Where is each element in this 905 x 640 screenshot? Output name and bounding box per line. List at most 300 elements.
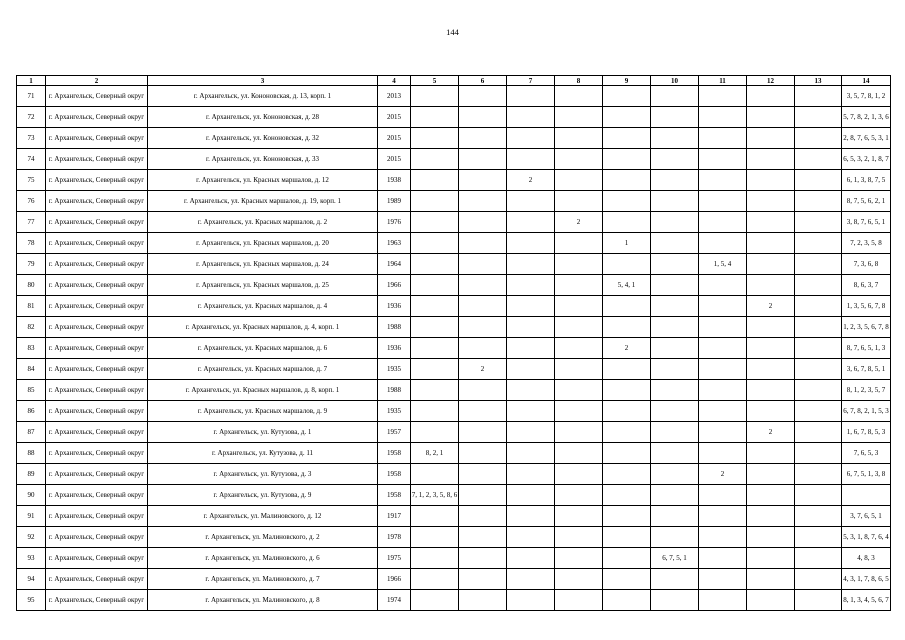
table-cell: г. Архангельск, Северный округ (46, 401, 148, 422)
table-cell: 1936 (378, 296, 411, 317)
table-cell: 92 (17, 527, 46, 548)
table-cell (651, 464, 699, 485)
column-header: 12 (747, 76, 795, 86)
table-cell (555, 401, 603, 422)
table-cell: 78 (17, 233, 46, 254)
table-cell (459, 149, 507, 170)
table-cell (603, 359, 651, 380)
table-cell: 1966 (378, 569, 411, 590)
table-cell: 1974 (378, 590, 411, 611)
table-cell: 85 (17, 380, 46, 401)
table-cell (651, 485, 699, 506)
table-cell: 8, 6, 3, 7 (842, 275, 891, 296)
table-cell: 2015 (378, 128, 411, 149)
table-row (17, 590, 891, 611)
table-row (17, 254, 891, 275)
table-cell (507, 212, 555, 233)
column-header: 4 (378, 76, 411, 86)
table-cell: 79 (17, 254, 46, 275)
table-cell (555, 569, 603, 590)
table-cell (699, 506, 747, 527)
table-cell (651, 107, 699, 128)
table-cell (795, 422, 842, 443)
table-cell (747, 128, 795, 149)
table-cell: 1938 (378, 170, 411, 191)
table-cell: 5, 4, 1 (603, 275, 651, 296)
table-cell: 2015 (378, 107, 411, 128)
table-cell: 1966 (378, 275, 411, 296)
table-cell: г. Архангельск, Северный округ (46, 86, 148, 107)
table-cell (651, 296, 699, 317)
table-cell: 1975 (378, 548, 411, 569)
table-cell (507, 86, 555, 107)
table-cell (699, 380, 747, 401)
table-cell: г. Архангельск, Северный округ (46, 233, 148, 254)
table-cell (699, 527, 747, 548)
table-cell (459, 86, 507, 107)
table-cell (507, 359, 555, 380)
table-cell: 2 (603, 338, 651, 359)
table-row (17, 86, 891, 107)
table-row (17, 191, 891, 212)
table-row (17, 548, 891, 569)
table-cell (459, 548, 507, 569)
table-row (17, 149, 891, 170)
table-cell: 1957 (378, 422, 411, 443)
table-cell (411, 548, 459, 569)
table-cell: г. Архангельск, ул. Кутузова, д. 3 (148, 464, 378, 485)
table-row (17, 233, 891, 254)
table-cell (555, 296, 603, 317)
table-cell (651, 359, 699, 380)
table-cell: г. Архангельск, ул. Малиновского, д. 12 (148, 506, 378, 527)
table-cell: 1988 (378, 317, 411, 338)
table-cell (459, 569, 507, 590)
data-table (16, 75, 891, 611)
table-cell: 71 (17, 86, 46, 107)
column-header: 1 (17, 76, 46, 86)
table-cell (411, 464, 459, 485)
table-cell (459, 107, 507, 128)
table-cell (747, 233, 795, 254)
table-cell: 6, 5, 3, 2, 1, 8, 7 (842, 149, 891, 170)
table-cell (507, 422, 555, 443)
table-cell (795, 86, 842, 107)
table-cell (699, 128, 747, 149)
table-cell (651, 170, 699, 191)
table-cell (651, 338, 699, 359)
table-cell (507, 485, 555, 506)
table-cell: г. Архангельск, ул. Красных маршалов, д. 7 (148, 359, 378, 380)
table-cell: 77 (17, 212, 46, 233)
table-cell (699, 275, 747, 296)
table-cell (555, 422, 603, 443)
table-cell (747, 86, 795, 107)
table-cell (411, 170, 459, 191)
table-cell (411, 275, 459, 296)
table-cell (795, 233, 842, 254)
table-cell (842, 485, 891, 506)
table-cell: 7, 6, 5, 3 (842, 443, 891, 464)
table-cell (795, 254, 842, 275)
table-cell (507, 527, 555, 548)
table-row (17, 485, 891, 506)
table-cell (603, 254, 651, 275)
table-cell (651, 317, 699, 338)
table-cell: 74 (17, 149, 46, 170)
table-cell (507, 548, 555, 569)
table-cell (747, 359, 795, 380)
table-cell: г. Архангельск, ул. Кононовская, д. 13, корп. 1 (148, 86, 378, 107)
table-cell: 1988 (378, 380, 411, 401)
table-cell (459, 485, 507, 506)
table-cell: 5, 7, 8, 2, 1, 3, 6 (842, 107, 891, 128)
table-cell (651, 149, 699, 170)
table-cell (747, 464, 795, 485)
table-cell: 6, 7, 8, 2, 1, 5, 3 (842, 401, 891, 422)
column-header: 5 (411, 76, 459, 86)
table-cell (555, 485, 603, 506)
table-cell (459, 338, 507, 359)
table-cell (459, 254, 507, 275)
table-cell: 1, 5, 4 (699, 254, 747, 275)
table-cell (699, 170, 747, 191)
table-cell (459, 170, 507, 191)
table-cell (459, 191, 507, 212)
table-row (17, 380, 891, 401)
table-cell: 4, 8, 3 (842, 548, 891, 569)
table-cell (459, 590, 507, 611)
table-cell (747, 548, 795, 569)
table-cell: 1, 2, 3, 5, 6, 7, 8 (842, 317, 891, 338)
column-header: 9 (603, 76, 651, 86)
table-cell (507, 149, 555, 170)
table-cell: г. Архангельск, ул. Кононовская, д. 28 (148, 107, 378, 128)
table-cell: 3, 7, 6, 5, 1 (842, 506, 891, 527)
table-cell (555, 86, 603, 107)
table-cell: 2 (555, 212, 603, 233)
table-cell: г. Архангельск, Северный округ (46, 191, 148, 212)
table-cell (411, 149, 459, 170)
table-cell (411, 338, 459, 359)
column-header: 3 (148, 76, 378, 86)
table-cell: 1963 (378, 233, 411, 254)
table-cell (555, 191, 603, 212)
table-cell: г. Архангельск, ул. Малиновского, д. 8 (148, 590, 378, 611)
table-cell: 1976 (378, 212, 411, 233)
table-row (17, 422, 891, 443)
table-cell (555, 233, 603, 254)
table-row (17, 401, 891, 422)
table-cell (459, 296, 507, 317)
table-cell: г. Архангельск, ул. Кононовская, д. 32 (148, 128, 378, 149)
table-cell (555, 170, 603, 191)
table-cell (747, 527, 795, 548)
table-cell (507, 296, 555, 317)
table-cell (507, 464, 555, 485)
table-cell: 2 (699, 464, 747, 485)
table-cell (507, 443, 555, 464)
table-cell: 2015 (378, 149, 411, 170)
table-cell (747, 107, 795, 128)
table-row (17, 464, 891, 485)
table-cell: г. Архангельск, Северный округ (46, 380, 148, 401)
table-cell (795, 191, 842, 212)
table-cell (411, 191, 459, 212)
table-cell (699, 422, 747, 443)
table-cell (459, 275, 507, 296)
table-cell (699, 317, 747, 338)
table-cell (699, 590, 747, 611)
table-cell: 6, 7, 5, 1, 3, 8 (842, 464, 891, 485)
table-cell: г. Архангельск, Северный округ (46, 485, 148, 506)
table-cell (795, 443, 842, 464)
table-cell (507, 401, 555, 422)
page-number: 144 (446, 27, 459, 37)
table-cell: 2 (747, 422, 795, 443)
table-cell: 1, 3, 5, 6, 7, 8 (842, 296, 891, 317)
table-cell (699, 191, 747, 212)
table-cell (651, 191, 699, 212)
table-cell (411, 128, 459, 149)
table-cell (555, 464, 603, 485)
table-cell (555, 380, 603, 401)
table-cell (747, 590, 795, 611)
table-cell: 3, 8, 7, 6, 5, 1 (842, 212, 891, 233)
table-cell: 2 (747, 296, 795, 317)
table-cell: 6, 1, 3, 8, 7, 5 (842, 170, 891, 191)
table-cell: 76 (17, 191, 46, 212)
table-cell: 8, 7, 5, 6, 2, 1 (842, 191, 891, 212)
table-cell (795, 380, 842, 401)
table-cell (411, 317, 459, 338)
table-cell (459, 506, 507, 527)
table-cell: г. Архангельск, Северный округ (46, 254, 148, 275)
table-cell: г. Архангельск, ул. Красных маршалов, д. 19, корп. 1 (148, 191, 378, 212)
table-cell: г. Архангельск, ул. Красных маршалов, д. 6 (148, 338, 378, 359)
table-cell (603, 590, 651, 611)
table-cell: г. Архангельск, Северный округ (46, 443, 148, 464)
table-cell (507, 506, 555, 527)
table-cell (747, 317, 795, 338)
table-cell (795, 527, 842, 548)
table-cell (795, 590, 842, 611)
table-cell (507, 275, 555, 296)
table-cell (651, 380, 699, 401)
table-cell (555, 107, 603, 128)
table-cell (747, 275, 795, 296)
table-cell (459, 380, 507, 401)
table-cell (603, 191, 651, 212)
table-cell (651, 527, 699, 548)
table-cell (795, 296, 842, 317)
table-cell (411, 212, 459, 233)
table-cell: г. Архангельск, Северный округ (46, 296, 148, 317)
table-cell: 93 (17, 548, 46, 569)
table-cell: г. Архангельск, ул. Кононовская, д. 33 (148, 149, 378, 170)
table-cell: г. Архангельск, Северный округ (46, 548, 148, 569)
table-cell (411, 506, 459, 527)
table-cell: г. Архангельск, Северный округ (46, 569, 148, 590)
table-cell (651, 422, 699, 443)
table-cell: 4, 3, 1, 7, 8, 6, 5 (842, 569, 891, 590)
column-header: 10 (651, 76, 699, 86)
table-cell: г. Архангельск, ул. Красных маршалов, д. 4 (148, 296, 378, 317)
column-header: 8 (555, 76, 603, 86)
table-cell: г. Архангельск, Северный округ (46, 422, 148, 443)
table-cell: г. Архангельск, ул. Красных маршалов, д. 25 (148, 275, 378, 296)
table-cell (507, 233, 555, 254)
table-cell (699, 86, 747, 107)
table-cell (603, 317, 651, 338)
table-cell (747, 443, 795, 464)
table-row (17, 170, 891, 191)
table-cell (507, 317, 555, 338)
table-cell: 89 (17, 464, 46, 485)
table-cell: 86 (17, 401, 46, 422)
table-cell (555, 128, 603, 149)
table-row (17, 569, 891, 590)
table-cell (603, 422, 651, 443)
table-cell: 8, 7, 6, 5, 1, 3 (842, 338, 891, 359)
table-cell (699, 233, 747, 254)
table-cell (795, 170, 842, 191)
table-cell (555, 506, 603, 527)
table-cell (411, 107, 459, 128)
column-header: 7 (507, 76, 555, 86)
table-cell: г. Архангельск, Северный округ (46, 590, 148, 611)
table-cell (411, 422, 459, 443)
table-cell: 2013 (378, 86, 411, 107)
table-cell (459, 128, 507, 149)
table-cell (795, 338, 842, 359)
table-cell (411, 296, 459, 317)
table-cell: г. Архангельск, ул. Красных маршалов, д. 4, корп. 1 (148, 317, 378, 338)
table-cell (411, 254, 459, 275)
table-cell (747, 254, 795, 275)
table-cell (795, 275, 842, 296)
table-cell: 88 (17, 443, 46, 464)
table-cell: 1 (603, 233, 651, 254)
table-cell: г. Архангельск, ул. Красных маршалов, д. 24 (148, 254, 378, 275)
table-cell (555, 443, 603, 464)
table-cell: 83 (17, 338, 46, 359)
table-cell (507, 128, 555, 149)
table-cell (459, 317, 507, 338)
table-cell: г. Архангельск, ул. Красных маршалов, д. 2 (148, 212, 378, 233)
table-cell (555, 359, 603, 380)
table-cell (603, 128, 651, 149)
table-cell (651, 86, 699, 107)
table-cell: 84 (17, 359, 46, 380)
table-cell (795, 506, 842, 527)
table-cell (555, 317, 603, 338)
table-cell: г. Архангельск, Северный округ (46, 317, 148, 338)
table-cell (747, 485, 795, 506)
table-cell (603, 569, 651, 590)
table-cell (747, 380, 795, 401)
table-cell (459, 401, 507, 422)
table-cell: г. Архангельск, Северный округ (46, 107, 148, 128)
table-cell (603, 485, 651, 506)
table-cell: г. Архангельск, ул. Малиновского, д. 6 (148, 548, 378, 569)
table-row (17, 527, 891, 548)
table-cell (747, 401, 795, 422)
table-cell (651, 128, 699, 149)
table-cell: 2, 8, 7, 6, 5, 3, 1 (842, 128, 891, 149)
table-row (17, 317, 891, 338)
table-cell (795, 359, 842, 380)
table-cell (411, 359, 459, 380)
table-cell: 2 (507, 170, 555, 191)
table-cell: г. Архангельск, Северный округ (46, 212, 148, 233)
table-cell (603, 443, 651, 464)
table-cell: г. Архангельск, ул. Кутузова, д. 11 (148, 443, 378, 464)
table-cell (555, 149, 603, 170)
table-cell: 5, 3, 1, 8, 7, 6, 4 (842, 527, 891, 548)
table-cell (555, 254, 603, 275)
table-cell (747, 170, 795, 191)
table-cell (411, 401, 459, 422)
table-cell: 8, 2, 1 (411, 443, 459, 464)
table-cell (603, 212, 651, 233)
table-cell (795, 149, 842, 170)
table-cell (651, 275, 699, 296)
table-cell (747, 191, 795, 212)
table-cell: г. Архангельск, Северный округ (46, 359, 148, 380)
table-cell: 3, 6, 7, 8, 5, 1 (842, 359, 891, 380)
table-cell (459, 464, 507, 485)
table-cell (747, 149, 795, 170)
table-cell: 2 (459, 359, 507, 380)
table-cell (699, 569, 747, 590)
table-cell (699, 548, 747, 569)
table-cell: 1935 (378, 401, 411, 422)
table-cell (603, 527, 651, 548)
table-cell: 87 (17, 422, 46, 443)
table-cell: 72 (17, 107, 46, 128)
table-cell (603, 548, 651, 569)
table-cell: 1917 (378, 506, 411, 527)
table-cell (603, 401, 651, 422)
table-cell (651, 212, 699, 233)
table-cell (795, 548, 842, 569)
table-cell: 81 (17, 296, 46, 317)
table-cell: 1958 (378, 464, 411, 485)
column-header: 13 (795, 76, 842, 86)
table-cell (507, 107, 555, 128)
table-cell (603, 380, 651, 401)
column-header: 6 (459, 76, 507, 86)
table-cell (507, 569, 555, 590)
table-cell (795, 485, 842, 506)
table-cell: 6, 7, 5, 1 (651, 548, 699, 569)
table-cell: 1958 (378, 443, 411, 464)
table-cell (795, 212, 842, 233)
table-cell (651, 443, 699, 464)
table-cell: г. Архангельск, ул. Малиновского, д. 7 (148, 569, 378, 590)
table-cell (459, 422, 507, 443)
table-cell (699, 212, 747, 233)
table-cell (603, 107, 651, 128)
table-cell: г. Архангельск, ул. Кутузова, д. 9 (148, 485, 378, 506)
table-cell (651, 401, 699, 422)
table-cell (651, 233, 699, 254)
table-cell: 1, 6, 7, 8, 5, 3 (842, 422, 891, 443)
table-header-row (17, 76, 891, 86)
table-cell (747, 569, 795, 590)
table-cell (747, 506, 795, 527)
